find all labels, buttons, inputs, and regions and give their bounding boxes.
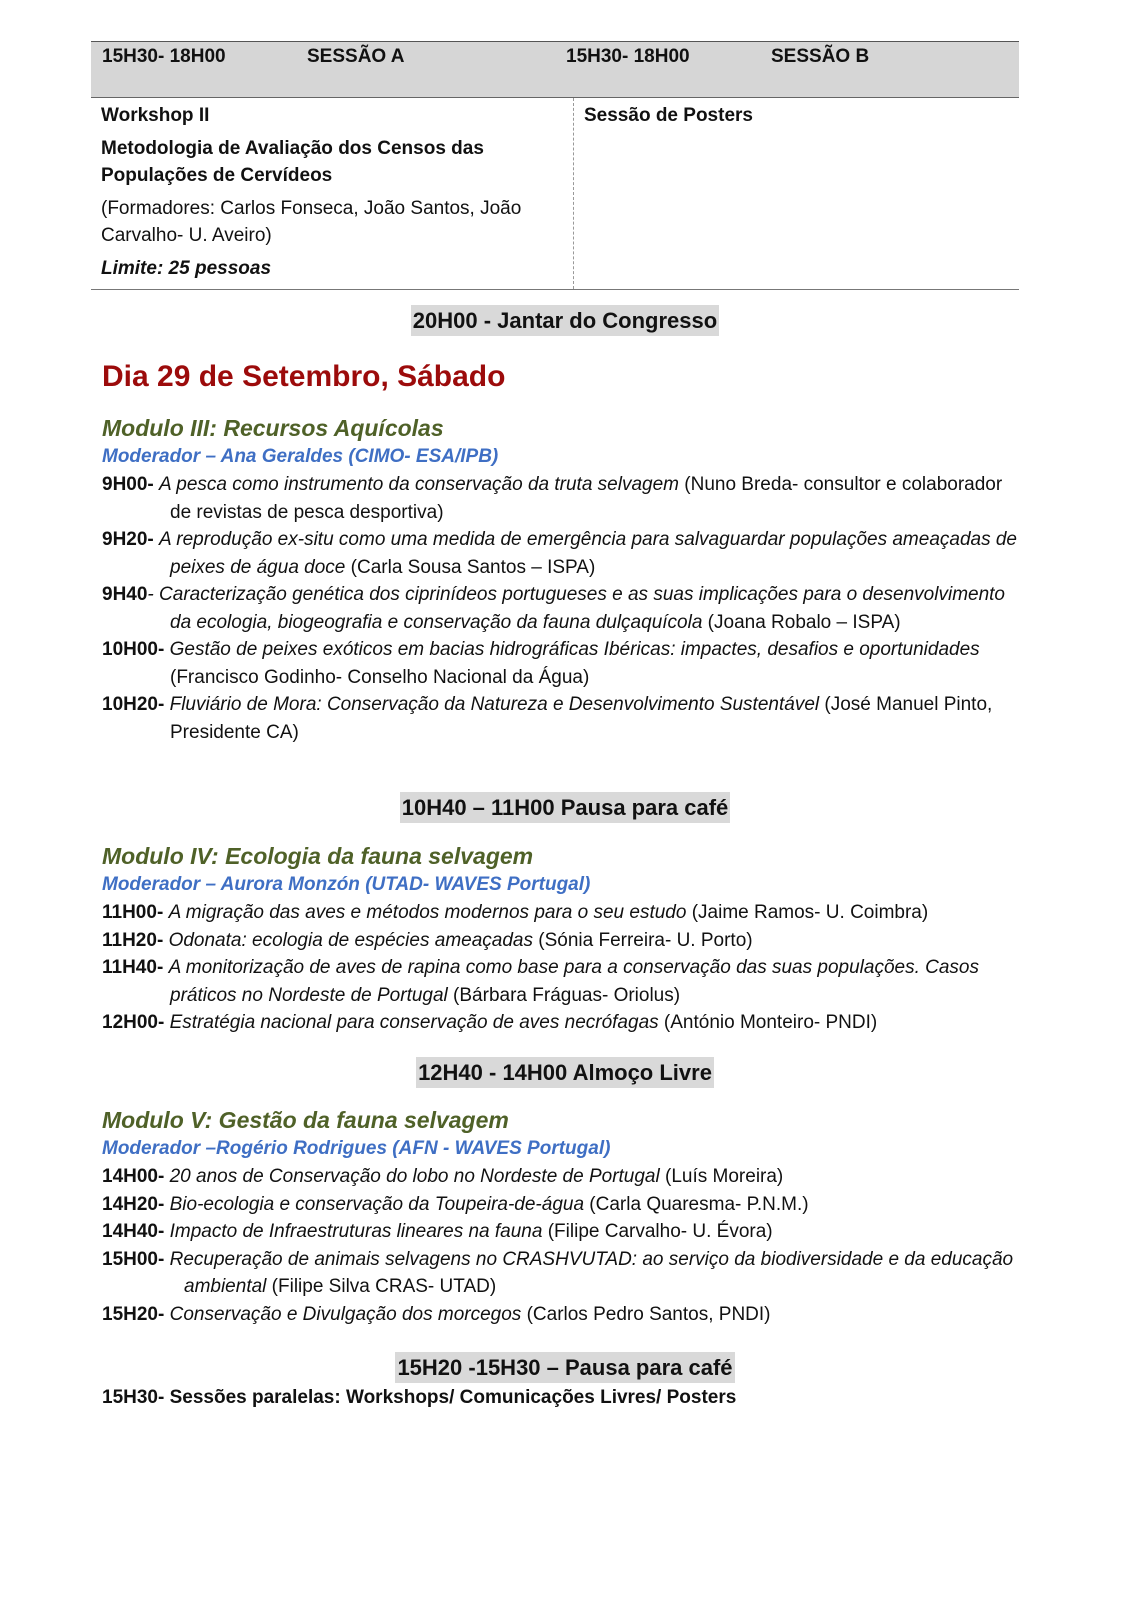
talk-speaker: (Luís Moreira) [659,1166,784,1187]
talk-speaker: (Filipe Silva CRAS- UTAD) [266,1276,497,1297]
session-b-header [555,42,1019,97]
talk-time: 11H00- [102,902,164,923]
talk-speaker: (Francisco Godinho- Conselho Nacional da Água) [170,666,590,688]
talk-speaker: (Carla Quaresma- P.N.M.) [584,1193,809,1215]
module-moderator: Moderador –Rogério Rodrigues (AFN - WAVES Portugal) [102,1138,611,1159]
sessions-header-row [91,42,1019,98]
talk-title: Impacto de Infraestruturas lineares na fauna [169,1221,543,1242]
coffee-break-1-banner [0,795,1130,821]
talk-time: 14H40- [102,1221,165,1242]
talk-item [102,471,1022,526]
module-5 [102,1105,1022,1328]
talk-title: Gestão de peixes exóticos em bacias hidrográficas Ibéricas: impactes, desafios e oportunidades [169,639,980,660]
talk-item [102,1191,1022,1219]
parallel-sessions-line: 15H30- Sessões paralelas: Workshops/ Comunicações Livres/ Posters [102,1387,737,1408]
talk-title: Fluviário de Mora: Conservação da Natureza e Desenvolvimento Sustentável [169,694,820,715]
session-a-cell [91,98,574,289]
talk-speaker: (Joana Robalo – ISPA) [702,611,901,633]
session-a-header [91,42,555,97]
talk-item [102,1246,1022,1301]
talk-time: 9H00- [102,474,154,495]
talk-item [102,636,1022,691]
talk-speaker: (António Monteiro- PNDI) [658,1012,878,1033]
workshop-limit: Limite: 25 pessoas [101,258,272,279]
talk-speaker: (Bárbara Fráguas- Oriolus) [447,984,681,1006]
workshop-title: Metodologia de Avaliação dos Censos das Populações de Cervídeos [101,138,484,186]
module-title: Modulo V: Gestão da fauna selvagem [102,1107,509,1133]
talk-item [102,526,1022,581]
talk-speaker: (Nuno Breda- consultor e colaborador de revistas de pesca desportiva) [170,474,1003,523]
workshop-trainers: (Formadores: Carlos Fonseca, João Santos, João Carvalho- U. Aveiro) [101,198,522,246]
talk-time: 14H00- [102,1166,165,1187]
lunch-banner [0,1060,1130,1086]
workshop-label: Workshop II [101,105,210,126]
talk-item [102,1218,1022,1246]
talk-time: 9H20- [102,529,154,550]
dinner-banner [0,308,1130,334]
talk-time: 10H20- [102,694,165,715]
talk-item [102,899,1022,927]
session-b-cell [574,98,1019,289]
talk-title: Conservação e Divulgação dos morcegos [169,1303,522,1325]
coffee-break-2-banner [0,1355,1130,1381]
talk-time: 12H00- [102,1012,165,1033]
talk-time: 10H00- [102,639,165,660]
talk-item [102,691,1022,746]
talk-time: 15H20- [102,1303,165,1325]
talk-title: Bio-ecologia e conservação da Toupeira-de-água [169,1193,585,1215]
session-b-time: 15H30- 18H00 [566,46,690,67]
talk-time: 11H40- [102,957,164,978]
poster-session-title: Sessão de Posters [584,105,753,126]
module-moderator: Moderador – Ana Geraldes (CIMO- ESA/IPB) [102,446,499,467]
module-title: Modulo III: Recursos Aquícolas [102,415,444,441]
module-moderator: Moderador – Aurora Monzón (UTAD- WAVES Portugal) [102,874,591,895]
talk-title: A reprodução ex-situ como uma medida de emergência para salvaguardar populações ameaçadas de peixes de água doce [159,529,1017,578]
talk-title: 20 anos de Conservação do lobo no Nordeste de Portugal [169,1166,660,1187]
session-a-label: SESSÃO A [307,46,405,67]
talk-speaker: (Carla Sousa Santos – ISPA) [345,556,596,578]
talk-title: Estratégia nacional para conservação de aves necrófagas [169,1012,659,1033]
talk-time: 15H00- [102,1248,165,1270]
talk-item [102,927,1022,955]
talk-title: - Caracterização genética dos ciprinídeos portugueses e as suas implicações para o desenvolvimento da ecologia, biogeografia e conservação da fauna dulçaquícola [147,584,1006,633]
talk-item [102,1301,1022,1329]
talk-speaker: (Carlos Pedro Santos, PNDI) [521,1303,771,1325]
dinner-banner-text: 20H00 - Jantar do Congresso [411,305,719,336]
sessions-body-row [91,98,1019,289]
talk-time: 11H20- [102,929,164,951]
day-title: Dia 29 de Setembro, Sábado [102,360,506,393]
session-b-label: SESSÃO B [771,46,870,67]
talk-title: A migração das aves e métodos modernos para o seu estudo [168,902,687,923]
talk-item [102,1163,1022,1191]
talk-item [102,954,1022,1009]
talk-time: 9H40 [102,584,148,605]
talk-speaker: (José Manuel Pinto, Presidente CA) [170,694,993,743]
talk-title: Recuperação de animais selvagens no CRASHVUTAD: ao serviço da biodiversidade e da educação ambiental [169,1248,1014,1297]
talk-speaker: (Sónia Ferreira- U. Porto) [532,929,753,951]
talk-title: Odonata: ecologia de espécies ameaçadas [168,929,533,951]
talk-item [102,581,1022,636]
talk-speaker: (Filipe Carvalho- U. Évora) [542,1221,773,1242]
talk-item [102,1009,1022,1037]
coffee-break-1-text: 10H40 – 11H00 Pausa para café [400,792,731,823]
coffee-break-2-text: 15H20 -15H30 – Pausa para café [395,1352,734,1383]
talk-speaker: (Jaime Ramos- U. Coimbra) [686,902,929,923]
talk-time: 14H20- [102,1193,165,1215]
module-4 [102,841,1022,1037]
lunch-banner-text: 12H40 - 14H00 Almoço Livre [416,1057,714,1088]
parallel-sessions-table [91,41,1019,290]
session-a-time: 15H30- 18H00 [102,46,226,67]
module-title: Modulo IV: Ecologia da fauna selvagem [102,843,534,869]
module-3 [102,413,1022,746]
talk-title: A monitorização de aves de rapina como base para a conservação das suas populações. Casos práticos no Nordeste de Portugal [168,957,980,1006]
talk-title: A pesca como instrumento da conservação da truta selvagem [159,474,679,495]
